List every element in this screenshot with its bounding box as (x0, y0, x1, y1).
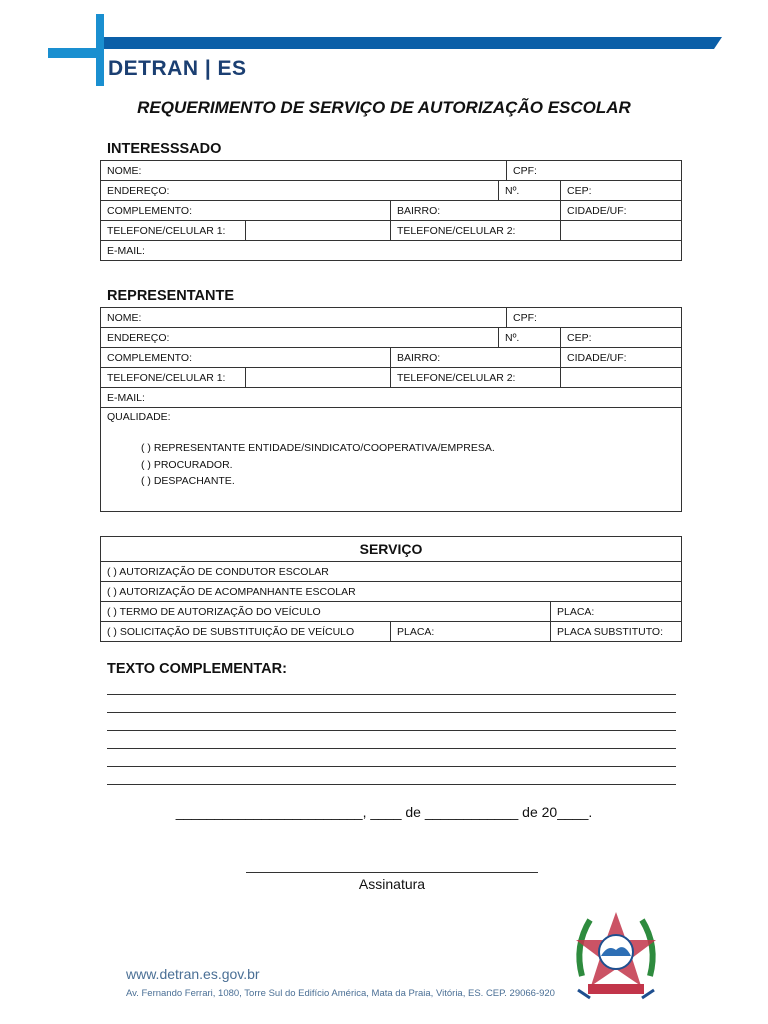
qualidade-field (101, 408, 682, 512)
representante-cpf-field[interactable]: CPF: (507, 308, 682, 328)
texto-complementar-heading: TEXTO COMPLEMENTAR: (107, 661, 287, 677)
servico-option-substituicao[interactable]: ( ) SOLICITAÇÃO DE SUBSTITUIÇÃO DE VEÍCULO (101, 622, 391, 642)
interessado-bairro-field[interactable]: BAIRRO: (391, 201, 561, 221)
interessado-tel1-label: TELEFONE/CELULAR 1: (101, 221, 246, 241)
text-line-6[interactable] (107, 784, 676, 785)
detran-logo-text: DETRAN | ES (108, 57, 247, 80)
text-line-1[interactable] (107, 694, 676, 695)
signature-label: Assinatura (358, 876, 426, 892)
date-line[interactable]: ________________________, ____ de ____________ de 20____. (175, 804, 593, 820)
page-title: REQUERIMENTO DE SERVIÇO DE AUTORIZAÇÃO ESCOLAR (137, 98, 631, 117)
interessado-heading: INTERESSSADO (107, 141, 222, 157)
qualidade-option-representante[interactable]: ( ) REPRESENTANTE ENTIDADE/SINDICATO/COOPERATIVA/EMPRESA. (141, 442, 495, 454)
text-line-3[interactable] (107, 730, 676, 731)
representante-nome-field[interactable]: NOME: (101, 308, 507, 328)
servico-option-acompanhante[interactable]: ( ) AUTORIZAÇÃO DE ACOMPANHANTE ESCOLAR (101, 582, 682, 602)
signature-line[interactable] (246, 872, 538, 873)
logo-bar (102, 37, 714, 49)
representante-cep-field[interactable]: CEP: (561, 328, 682, 348)
representante-tel2-input[interactable] (561, 368, 682, 388)
interessado-cidade-field[interactable]: CIDADE/UF: (561, 201, 682, 221)
servico-placa-field[interactable]: PLACA: (551, 602, 682, 622)
representante-tel1-input[interactable] (246, 368, 391, 388)
qualidade-label: QUALIDADE: (107, 411, 171, 423)
logo-mark-horizontal (48, 48, 104, 58)
servico-table (100, 536, 682, 642)
servico-placa2-field[interactable]: PLACA: (391, 622, 551, 642)
text-line-4[interactable] (107, 748, 676, 749)
representante-endereco-field[interactable]: ENDEREÇO: (101, 328, 499, 348)
text-line-5[interactable] (107, 766, 676, 767)
servico-placa-substituto-field[interactable]: PLACA SUBSTITUTO: (551, 622, 682, 642)
representante-tel2-label: TELEFONE/CELULAR 2: (391, 368, 561, 388)
interessado-table (100, 160, 682, 261)
servico-heading: SERVIÇO (101, 537, 682, 562)
interessado-endereco-field[interactable]: ENDEREÇO: (101, 181, 499, 201)
representante-cidade-field[interactable]: CIDADE/UF: (561, 348, 682, 368)
servico-option-termo[interactable]: ( ) TERMO DE AUTORIZAÇÃO DO VEÍCULO (101, 602, 551, 622)
interessado-nome-field[interactable]: NOME: (101, 161, 507, 181)
representante-numero-field[interactable]: Nº. (499, 328, 561, 348)
footer-url[interactable]: www.detran.es.gov.br (126, 966, 260, 982)
representante-tel1-label: TELEFONE/CELULAR 1: (101, 368, 246, 388)
interessado-numero-field[interactable]: Nº. (499, 181, 561, 201)
interessado-email-field[interactable]: E-MAIL: (101, 241, 682, 261)
interessado-tel2-label: TELEFONE/CELULAR 2: (391, 221, 561, 241)
representante-table (100, 307, 682, 512)
interessado-tel1-input[interactable] (246, 221, 391, 241)
representante-bairro-field[interactable]: BAIRRO: (391, 348, 561, 368)
representante-complemento-field[interactable]: COMPLEMENTO: (101, 348, 391, 368)
interessado-cep-field[interactable]: CEP: (561, 181, 682, 201)
qualidade-option-procurador[interactable]: ( ) PROCURADOR. (141, 458, 233, 471)
interessado-cpf-field[interactable]: CPF: (507, 161, 682, 181)
footer-address: Av. Fernando Ferrari, 1080, Torre Sul do Edifício América, Mata da Praia, Vitória, ES. CEP. 29066-920 (126, 988, 555, 999)
servico-option-condutor[interactable]: ( ) AUTORIZAÇÃO DE CONDUTOR ESCOLAR (101, 562, 682, 582)
interessado-complemento-field[interactable]: COMPLEMENTO: (101, 201, 391, 221)
qualidade-option-despachante[interactable]: ( ) DESPACHANTE. (141, 475, 235, 487)
text-line-2[interactable] (107, 712, 676, 713)
state-seal-icon (568, 906, 664, 1004)
interessado-tel2-input[interactable] (561, 221, 682, 241)
representante-heading: REPRESENTANTE (107, 288, 235, 304)
representante-email-field[interactable]: E-MAIL: (101, 388, 682, 408)
